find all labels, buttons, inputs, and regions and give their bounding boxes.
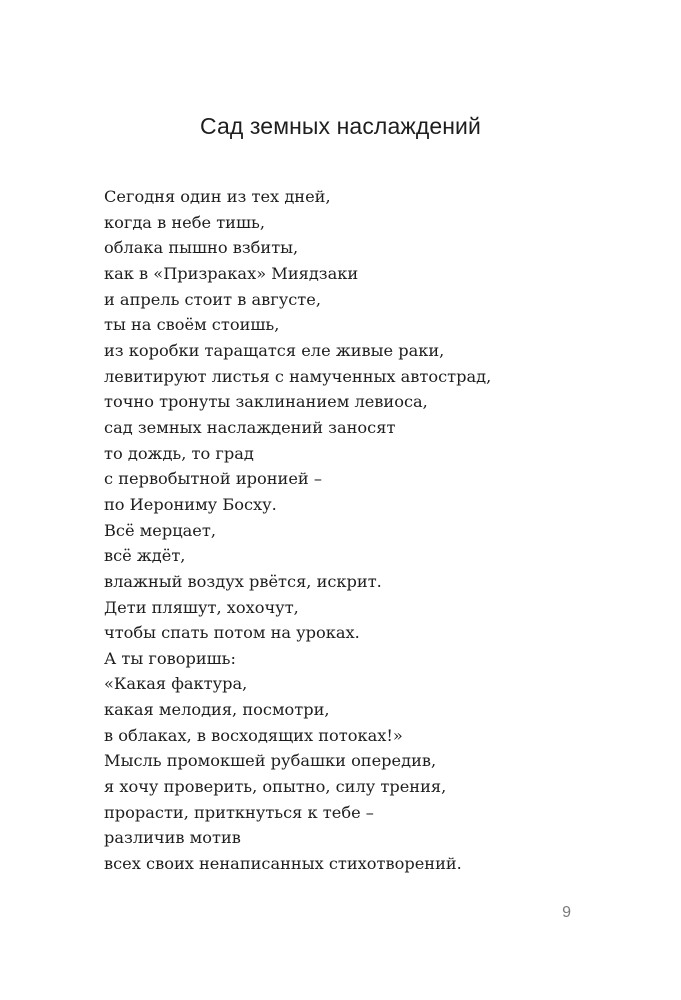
poem-line: левитируют листья с намученных автострад,: [104, 366, 492, 386]
poem-line: различив мотив: [104, 828, 241, 848]
page-number: 9: [562, 904, 571, 921]
poem-line: и апрель стоит в августе,: [104, 289, 321, 309]
poem-line: из коробки таращатся еле живые раки,: [104, 340, 445, 360]
poem-line: по Иерониму Босху.: [104, 494, 277, 514]
poem-line: Сегодня один из тех дней,: [104, 187, 331, 206]
poem-line: прорасти, приткнуться к тебе –: [104, 802, 374, 822]
poem-line: я хочу проверить, опытно, силу трения,: [104, 777, 447, 797]
poem-body: [104, 184, 491, 877]
poem-title: Сад земных наслаждений: [200, 113, 481, 139]
poem-line: «Какая фактура,: [104, 674, 248, 694]
poem-line: ты на своём стоишь,: [104, 315, 280, 335]
poem-line: в облаках, в восходящих потоках!»: [104, 725, 403, 745]
poem-line: Дети пляшут, хохочут,: [104, 597, 299, 617]
poem-line: А ты говоришь:: [104, 648, 236, 668]
poem-line: всё ждёт,: [104, 546, 186, 566]
poem-line: всех своих ненаписанных стихотворений.: [104, 854, 462, 874]
poem-line: как в «Призраках» Миядзаки: [104, 263, 359, 283]
poem-line: влажный воздух рвётся, искрит.: [104, 571, 382, 591]
poem-line: Всё мерцает,: [104, 520, 216, 540]
poem-line: с первобытной иронией –: [104, 469, 322, 489]
poem-line: точно тронуты заклинанием левиоса,: [104, 392, 428, 412]
poem-line: то дождь, то град: [104, 443, 254, 463]
poem-line: сад земных наслаждений заносят: [104, 417, 396, 437]
poem-line: чтобы спать потом на уроках.: [104, 623, 360, 643]
poem-line: Мысль промокшей рубашки опередив,: [104, 751, 437, 771]
poem-line: облака пышно взбиты,: [104, 238, 299, 258]
poem-line: когда в небе тишь,: [104, 212, 265, 232]
poem-line: какая мелодия, посмотри,: [104, 700, 330, 720]
